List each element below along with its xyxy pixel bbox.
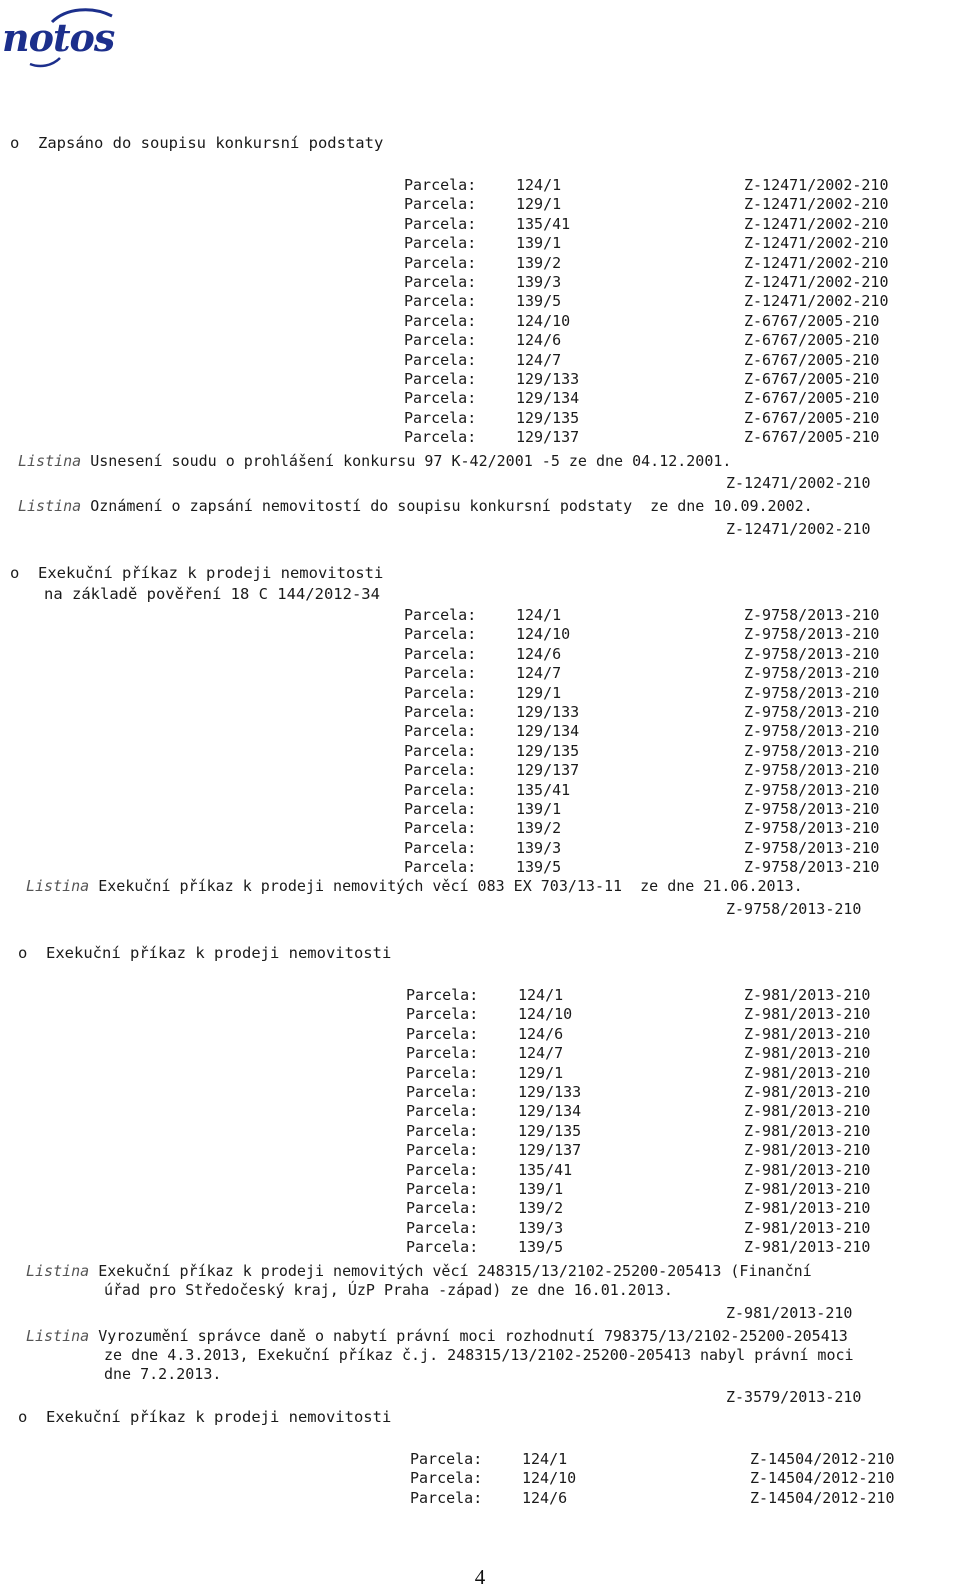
table-row bbox=[404, 195, 924, 214]
table-row bbox=[404, 273, 924, 292]
parcel-ref: Z-981/2013-210 bbox=[744, 1121, 871, 1140]
parcel-label: Parcela: bbox=[404, 350, 477, 369]
parcel-ref: Z-14504/2012-210 bbox=[750, 1488, 895, 1507]
parcel-label: Parcela: bbox=[404, 273, 477, 291]
listina-entry bbox=[18, 452, 731, 471]
listina-entry bbox=[26, 877, 803, 896]
parcel-label: Parcela: bbox=[404, 331, 477, 350]
parcel-ref: Z-981/2013-210 bbox=[744, 1238, 871, 1257]
parcel-parcel: 124/10 bbox=[518, 1005, 573, 1024]
parcel-ref: Z-6767/2005-210 bbox=[744, 408, 880, 427]
listina-prefix: Listina bbox=[26, 1327, 90, 1345]
listina-prefix: Listina bbox=[18, 497, 82, 515]
parcel-parcel: 129/135 bbox=[516, 741, 580, 760]
parcel-label: Parcela: bbox=[406, 1238, 479, 1257]
parcel-ref: Z-981/2013-210 bbox=[744, 1102, 871, 1121]
parcel-label: Parcela: bbox=[404, 428, 477, 447]
table-row bbox=[404, 389, 924, 408]
page-number: 4 bbox=[474, 1565, 486, 1589]
table-row bbox=[404, 781, 924, 800]
parcel-label: Parcela: bbox=[406, 1199, 479, 1218]
parcel-ref: Z-9758/2013-210 bbox=[744, 838, 880, 857]
parcel-ref: Z-981/2013-210 bbox=[744, 1199, 871, 1218]
table-row bbox=[404, 428, 924, 447]
table-row bbox=[404, 703, 924, 722]
table-row bbox=[404, 331, 924, 350]
parcel-ref: Z-981/2013-210 bbox=[744, 1218, 871, 1237]
parcel-parcel: 139/1 bbox=[516, 800, 562, 818]
parcel-parcel: 135/41 bbox=[516, 214, 571, 233]
table-row bbox=[406, 1219, 926, 1238]
parcel-parcel: 129/137 bbox=[518, 1141, 582, 1160]
table-row bbox=[406, 1044, 926, 1063]
bullet-icon: o bbox=[18, 1408, 28, 1426]
parcel-parcel: 129/135 bbox=[518, 1121, 582, 1140]
listina-ref: Z-12471/2002-210 bbox=[726, 474, 871, 492]
parcel-label: Parcela: bbox=[404, 370, 477, 388]
notos-logo bbox=[0, 4, 118, 72]
parcel-parcel: 124/1 bbox=[518, 986, 564, 1004]
section-heading bbox=[10, 134, 383, 153]
table-row bbox=[406, 1083, 926, 1102]
table-row bbox=[406, 1005, 926, 1024]
parcel-label: Parcela: bbox=[404, 644, 477, 663]
parcel-parcel: 129/137 bbox=[516, 761, 580, 780]
parcel-parcel: 124/7 bbox=[518, 1044, 564, 1063]
parcel-ref: Z-981/2013-210 bbox=[744, 1024, 871, 1043]
parcel-ref: Z-6767/2005-210 bbox=[744, 311, 880, 330]
table-row bbox=[406, 1025, 926, 1044]
listina-ref: Z-12471/2002-210 bbox=[726, 520, 871, 538]
parcel-parcel: 124/6 bbox=[516, 644, 562, 663]
table-row bbox=[406, 1238, 926, 1257]
parcel-ref: Z-9758/2013-210 bbox=[744, 625, 880, 644]
table-row bbox=[404, 742, 924, 761]
table-row bbox=[404, 351, 924, 370]
parcel-parcel: 139/5 bbox=[518, 1238, 564, 1257]
parcel-parcel: 129/137 bbox=[516, 428, 580, 447]
parcel-parcel: 124/6 bbox=[516, 331, 562, 350]
parcel-parcel: 124/1 bbox=[516, 606, 562, 624]
parcel-ref: Z-12471/2002-210 bbox=[744, 253, 889, 272]
table-row bbox=[404, 839, 924, 858]
parcel-ref: Z-9758/2013-210 bbox=[744, 606, 880, 624]
table-row bbox=[404, 761, 924, 780]
parcel-label: Parcela: bbox=[410, 1488, 483, 1507]
table-row bbox=[404, 800, 924, 819]
parcel-parcel: 139/3 bbox=[516, 838, 562, 857]
listina-entry bbox=[26, 1327, 848, 1346]
parcel-label: Parcela: bbox=[404, 311, 477, 330]
bullet-icon: o bbox=[10, 564, 20, 582]
parcel-ref: Z-6767/2005-210 bbox=[744, 370, 880, 388]
parcel-ref: Z-12471/2002-210 bbox=[744, 195, 889, 214]
parcel-ref: Z-12471/2002-210 bbox=[744, 292, 889, 311]
table-row bbox=[404, 819, 924, 838]
parcel-ref: Z-6767/2005-210 bbox=[744, 350, 880, 369]
parcel-parcel: 129/135 bbox=[516, 408, 580, 427]
table-row bbox=[406, 986, 926, 1005]
listina-text: Vyrozumění správce daně o nabytí právní moci rozhodnutí 798375/13/2102-25200-205413 bbox=[98, 1327, 848, 1345]
parcel-parcel: 124/1 bbox=[516, 176, 562, 194]
table-row bbox=[404, 858, 924, 877]
parcel-label: Parcela: bbox=[410, 1469, 483, 1488]
parcel-label: Parcela: bbox=[404, 800, 477, 818]
parcel-parcel: 129/134 bbox=[516, 389, 580, 408]
parcel-label: Parcela: bbox=[404, 703, 477, 721]
parcel-parcel: 124/10 bbox=[516, 625, 571, 644]
parcel-parcel: 129/134 bbox=[518, 1102, 582, 1121]
listina-entry bbox=[18, 497, 813, 516]
parcel-label: Parcela: bbox=[404, 761, 477, 780]
table-row bbox=[410, 1450, 930, 1469]
parcel-parcel: 135/41 bbox=[518, 1160, 573, 1179]
parcel-ref: Z-9758/2013-210 bbox=[744, 761, 880, 780]
parcel-label: Parcela: bbox=[404, 722, 477, 741]
parcel-parcel: 124/6 bbox=[522, 1488, 568, 1507]
listina-text-continued: ze dne 4.3.2013, Exekuční příkaz č.j. 248315/13/2102-25200-205413 nabyl právní moci bbox=[104, 1346, 854, 1364]
parcel-ref: Z-12471/2002-210 bbox=[744, 214, 889, 233]
section-title: Exekuční příkaz k prodeji nemovitosti bbox=[46, 944, 392, 962]
parcel-parcel: 129/133 bbox=[516, 703, 580, 721]
parcel-parcel: 139/5 bbox=[516, 858, 562, 877]
parcel-ref: Z-981/2013-210 bbox=[744, 1063, 871, 1082]
parcel-label: Parcela: bbox=[404, 214, 477, 233]
parcel-label: Parcela: bbox=[406, 1160, 479, 1179]
listina-entry bbox=[26, 1262, 812, 1281]
table-row bbox=[404, 312, 924, 331]
parcel-label: Parcela: bbox=[406, 1024, 479, 1043]
parcel-label: Parcela: bbox=[406, 1180, 479, 1198]
table-row bbox=[404, 409, 924, 428]
listina-ref: Z-9758/2013-210 bbox=[726, 900, 862, 918]
parcel-parcel: 139/1 bbox=[516, 234, 562, 253]
parcel-ref: Z-14504/2012-210 bbox=[750, 1469, 895, 1488]
parcel-label: Parcela: bbox=[404, 780, 477, 799]
parcel-ref: Z-12471/2002-210 bbox=[744, 176, 889, 194]
parcel-parcel: 129/133 bbox=[518, 1083, 582, 1101]
parcel-parcel: 124/1 bbox=[522, 1450, 568, 1468]
table-row bbox=[404, 254, 924, 273]
table-row bbox=[404, 606, 924, 625]
parcel-ref: Z-9758/2013-210 bbox=[744, 644, 880, 663]
parcel-parcel: 139/2 bbox=[516, 253, 562, 272]
parcel-ref: Z-6767/2005-210 bbox=[744, 428, 880, 447]
listina-text-continued: úřad pro Středočeský kraj, ÚzP Praha -západ) ze dne 16.01.2013. bbox=[104, 1281, 673, 1299]
table-row bbox=[406, 1122, 926, 1141]
parcel-label: Parcela: bbox=[404, 292, 477, 311]
bullet-icon: o bbox=[18, 944, 28, 962]
parcel-ref: Z-9758/2013-210 bbox=[744, 703, 880, 721]
table-row bbox=[404, 625, 924, 644]
parcel-label: Parcela: bbox=[406, 1102, 479, 1121]
parcel-parcel: 139/3 bbox=[516, 273, 562, 291]
parcel-label: Parcela: bbox=[404, 389, 477, 408]
parcel-ref: Z-981/2013-210 bbox=[744, 1180, 871, 1198]
listina-ref: Z-3579/2013-210 bbox=[726, 1388, 862, 1406]
parcel-label: Parcela: bbox=[406, 1005, 479, 1024]
table-row bbox=[404, 176, 924, 195]
table-row bbox=[406, 1161, 926, 1180]
parcel-label: Parcela: bbox=[406, 1063, 479, 1082]
parcel-ref: Z-981/2013-210 bbox=[744, 986, 871, 1004]
parcel-ref: Z-14504/2012-210 bbox=[750, 1450, 895, 1468]
parcel-label: Parcela: bbox=[406, 1083, 479, 1101]
table-row bbox=[406, 1180, 926, 1199]
parcel-label: Parcela: bbox=[404, 408, 477, 427]
parcel-parcel: 124/10 bbox=[522, 1469, 577, 1488]
parcel-ref: Z-9758/2013-210 bbox=[744, 722, 880, 741]
parcel-parcel: 139/5 bbox=[516, 292, 562, 311]
parcel-parcel: 139/2 bbox=[516, 819, 562, 838]
parcel-parcel: 139/1 bbox=[518, 1180, 564, 1198]
parcel-label: Parcela: bbox=[406, 1141, 479, 1160]
listina-text: Exekuční příkaz k prodeji nemovitých věcí 083 EX 703/13-11 ze dne 21.06.2013. bbox=[98, 877, 803, 895]
parcel-label: Parcela: bbox=[404, 819, 477, 838]
parcel-label: Parcela: bbox=[404, 625, 477, 644]
table-row bbox=[404, 292, 924, 311]
parcel-label: Parcela: bbox=[404, 838, 477, 857]
parcel-ref: Z-9758/2013-210 bbox=[744, 683, 880, 702]
parcel-ref: Z-9758/2013-210 bbox=[744, 780, 880, 799]
parcel-label: Parcela: bbox=[404, 683, 477, 702]
section-heading bbox=[10, 564, 383, 583]
parcel-parcel: 124/10 bbox=[516, 311, 571, 330]
parcel-ref: Z-9758/2013-210 bbox=[744, 741, 880, 760]
table-row bbox=[404, 370, 924, 389]
parcel-label: Parcela: bbox=[406, 1044, 479, 1063]
section-heading bbox=[18, 1408, 391, 1427]
table-row bbox=[406, 1199, 926, 1218]
parcel-parcel: 129/1 bbox=[518, 1063, 564, 1082]
parcel-ref: Z-9758/2013-210 bbox=[744, 819, 880, 838]
parcel-parcel: 124/7 bbox=[516, 664, 562, 683]
parcel-ref: Z-6767/2005-210 bbox=[744, 389, 880, 408]
listina-prefix: Listina bbox=[18, 452, 82, 470]
parcel-label: Parcela: bbox=[404, 741, 477, 760]
parcel-parcel: 129/1 bbox=[516, 195, 562, 214]
parcel-label: Parcela: bbox=[406, 986, 479, 1004]
section-title: Exekuční příkaz k prodeji nemovitosti bbox=[46, 1408, 392, 1426]
parcel-ref: Z-9758/2013-210 bbox=[744, 800, 880, 818]
parcel-ref: Z-9758/2013-210 bbox=[744, 858, 880, 877]
table-row bbox=[410, 1489, 930, 1508]
section-subheading: na základě pověření 18 C 144/2012-34 bbox=[44, 585, 380, 603]
parcel-label: Parcela: bbox=[404, 234, 477, 253]
parcel-ref: Z-9758/2013-210 bbox=[744, 664, 880, 683]
table-row bbox=[404, 664, 924, 683]
parcel-parcel: 124/6 bbox=[518, 1024, 564, 1043]
parcel-ref: Z-6767/2005-210 bbox=[744, 331, 880, 350]
section-title: Exekuční příkaz k prodeji nemovitosti bbox=[38, 564, 384, 582]
table-row bbox=[404, 722, 924, 741]
listina-text: Oznámení o zapsání nemovitostí do soupisu konkursní podstaty ze dne 10.09.2002. bbox=[90, 497, 813, 515]
table-row bbox=[406, 1102, 926, 1121]
parcel-ref: Z-981/2013-210 bbox=[744, 1160, 871, 1179]
listina-text: Usnesení soudu o prohlášení konkursu 97 K-42/2001 -5 ze dne 04.12.2001. bbox=[90, 452, 732, 470]
parcel-parcel: 129/134 bbox=[516, 722, 580, 741]
parcel-parcel: 129/133 bbox=[516, 370, 580, 388]
parcel-parcel: 124/7 bbox=[516, 350, 562, 369]
parcel-label: Parcela: bbox=[404, 176, 477, 194]
parcel-ref: Z-12471/2002-210 bbox=[744, 273, 889, 291]
parcel-label: Parcela: bbox=[404, 606, 477, 624]
parcel-ref: Z-981/2013-210 bbox=[744, 1083, 871, 1101]
parcel-parcel: 139/3 bbox=[518, 1218, 564, 1237]
table-row bbox=[406, 1064, 926, 1083]
parcel-ref: Z-981/2013-210 bbox=[744, 1141, 871, 1160]
listina-prefix: Listina bbox=[26, 877, 90, 895]
logo-text: notos bbox=[2, 15, 115, 60]
parcel-ref: Z-981/2013-210 bbox=[744, 1005, 871, 1024]
table-row bbox=[404, 684, 924, 703]
parcel-parcel: 135/41 bbox=[516, 780, 571, 799]
table-row bbox=[404, 234, 924, 253]
listina-ref: Z-981/2013-210 bbox=[726, 1304, 853, 1322]
listina-prefix: Listina bbox=[26, 1262, 90, 1280]
table-row bbox=[404, 645, 924, 664]
parcel-ref: Z-981/2013-210 bbox=[744, 1044, 871, 1063]
parcel-label: Parcela: bbox=[404, 664, 477, 683]
listina-text: Exekuční příkaz k prodeji nemovitých věcí 248315/13/2102-25200-205413 (Finanční bbox=[98, 1262, 812, 1280]
parcel-label: Parcela: bbox=[404, 195, 477, 214]
table-row bbox=[404, 215, 924, 234]
parcel-label: Parcela: bbox=[404, 858, 477, 877]
section-title: Zapsáno do soupisu konkursní podstaty bbox=[38, 134, 384, 152]
parcel-label: Parcela: bbox=[406, 1218, 479, 1237]
parcel-parcel: 129/1 bbox=[516, 683, 562, 702]
table-row bbox=[406, 1141, 926, 1160]
table-row bbox=[410, 1469, 930, 1488]
parcel-label: Parcela: bbox=[404, 253, 477, 272]
section-heading bbox=[18, 944, 391, 963]
parcel-parcel: 139/2 bbox=[518, 1199, 564, 1218]
parcel-label: Parcela: bbox=[410, 1450, 483, 1468]
parcel-ref: Z-12471/2002-210 bbox=[744, 234, 889, 253]
bullet-icon: o bbox=[10, 134, 20, 152]
parcel-label: Parcela: bbox=[406, 1121, 479, 1140]
listina-text-continued: dne 7.2.2013. bbox=[104, 1365, 222, 1383]
